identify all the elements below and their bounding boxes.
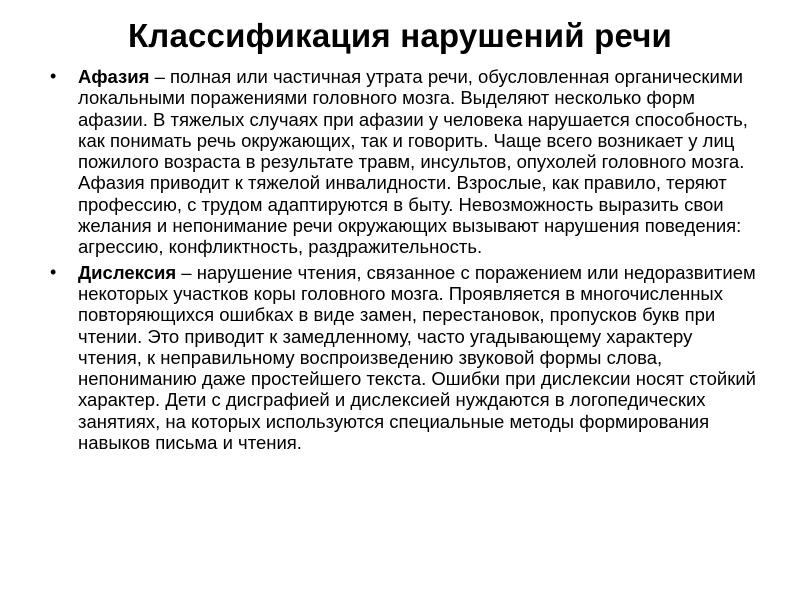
bullet-icon: •: [50, 261, 57, 282]
term-aphasia: Афазия: [78, 66, 150, 87]
definition-aphasia: – полная или частичная утрата речи, обусловленная органическими локальными поражениями головного мозга. Выделяют несколько форм афазии. В тяжелых случаях при афазии у человека нарушается способность, как понимать речь окружающих, так и говорить. Чаще всего возникает у лиц пожилого возраста в результате травм, инсультов, опухолей головного мозга. Афазия приводит к тяжелой инвалидности. Взрослые, как правило, теряют профессию, с трудом адаптируются в быту. Невозможность выразить свои желания и непонимание речи окружающих вызывают нарушения поведения: агрессию, конфликтность, раздражительность.: [78, 66, 748, 258]
bullet-icon: •: [50, 66, 57, 86]
bullet-item-dyslexia: [48, 262, 760, 454]
slide-title: Классификация нарушений речи: [127, 17, 673, 54]
term-dyslexia: Дислексия: [78, 261, 177, 283]
definition-dyslexia: – нарушение чтения, связанное с поражением или недоразвитием некоторых участков коры головного мозга. Проявляется в многочисленных повторяющихся ошибках в виде замен, перестановок, пропусков букв при чтении. Это приводит к замедленному, часто угадывающему характеру чтения, к неправильному воспроизведению звуковой формы слова, непониманию даже простейшего текста. Ошибки при дислексии носят стойкий характер. Дети с дисграфией и дислексией нуждаются в логопедических занятиях, на которых используются специальные методы формирования навыков письма и чтения.: [78, 261, 757, 454]
bullet-item-aphasia: [48, 66, 760, 258]
bullet-list: [48, 66, 760, 457]
